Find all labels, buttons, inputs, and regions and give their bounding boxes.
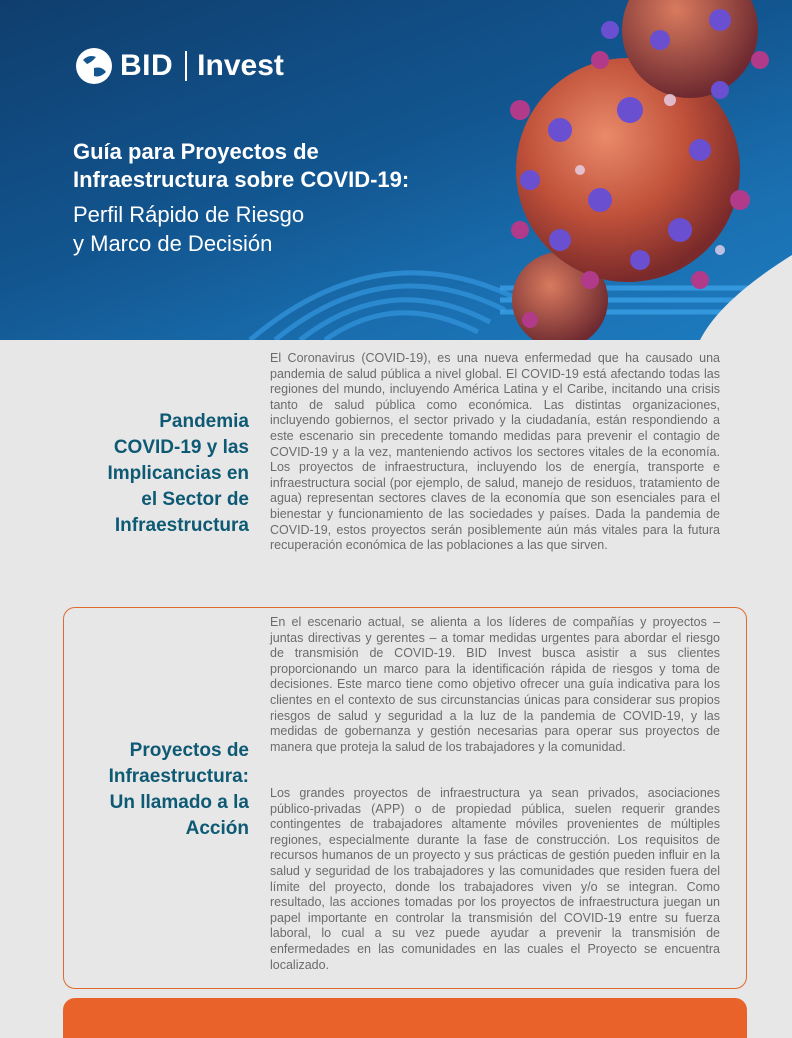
section1-heading-line: Pandemia bbox=[159, 411, 249, 432]
bid-invest-logo bbox=[74, 46, 284, 86]
section2-heading-line: Proyectos de bbox=[129, 740, 249, 761]
section1-heading-line: Infraestructura bbox=[114, 515, 249, 536]
section1-heading-line: COVID-19 y las bbox=[113, 437, 249, 458]
brand-bid: BID bbox=[120, 49, 174, 82]
section2-heading-line: Un llamado a la bbox=[109, 792, 249, 813]
section2-paragraph-1: En el escenario actual, se alienta a los líderes de compañías y proyectos – juntas directivas y gerentes – a tomar medidas urgentes para abordar el riesgo de transmisión de COVID-19. BID Invest busca asistir a sus clientes proporcionando un marco para la identificación rápida de riesgos y toma de decisiones. Este marco tiene como objetivo ofrecer una guía indicativa para los clientes en el contexto de sus circunstancias únicas para considerar sus propios riesgos de salud y seguridad a la luz de la pandemia de COVID-19, y las medidas de gobernanza y gestión necesarias para operar sus proyectos de manera que proteja la salud de los trabajadores y la comunidad. bbox=[270, 615, 720, 754]
section2-heading-line: Infraestructura: bbox=[108, 766, 249, 787]
section2-heading-line: Acción bbox=[185, 818, 249, 839]
section1-heading-line: el Sector de bbox=[141, 489, 249, 510]
globe-logo-icon bbox=[74, 46, 114, 86]
section1-body: El Coronavirus (COVID-19), es una nueva enfermedad que ha causado una pandemia de salud pública a nivel global. El COVID-19 está afectando todas las regiones del mundo, incluyendo América Latina y el Caribe, incitando una crisis tanto de salud pública como económica. Las distintas organizaciones, incluyendo gobiernos, el sector privado y la ciudadanía, están respondiendo a este escenario sin precedente tomando medidas para prevenir el contagio de COVID-19 y a la vez, manteniendo activos los sectores vitales de la economía. Los proyectos de infraestructura, incluyendo los de energía, transporte e infraestructura social (por ejemplo, de salud, manejo de residuos, tratamiento de agua) representan sectores claves de la economía que son esenciales para el bienestar y funcionamiento de las sociedades y países. Dada la pandemia de COVID-19, estos proyectos serán posiblemente aún más vitales para la futura recuperación económica de las poblaciones a las que sirven. bbox=[270, 351, 720, 553]
brand-invest: Invest bbox=[197, 49, 284, 82]
section2-paragraph-2: Los grandes proyectos de infraestructura ya sean privados, asociaciones público-privadas (APP) o de propiedad pública, suelen requerir grandes contingentes de trabajadores altamente móviles provenientes de múltiples regiones, especialmente durante la fase de construcción. Los requisitos de recursos humanos de un proyecto y sus prácticas de gestión pueden influir en la salud y seguridad de los trabajadores y las comunidades que residen fuera del límite del proyecto, donde los trabajadores viven y/o se integran. Como resultado, las acciones tomadas por los proyectos de infraestructura juegan un papel importante en controlar la transmisión del COVID-19 entre su fuerza laboral, lo cual a su vez puede ayudar a prevenir la transmisión de enfermedades en las comunidades en las cuales el Proyecto se encuentra localizado. bbox=[270, 786, 720, 972]
footer-orange-bar bbox=[63, 998, 747, 1038]
title-line-2: Infraestructura sobre COVID-19: bbox=[73, 167, 410, 192]
subtitle-line-2: y Marco de Decisión bbox=[73, 231, 273, 256]
section1-heading bbox=[60, 409, 249, 539]
section2-heading bbox=[60, 738, 249, 842]
title-line-1: Guía para Proyectos de bbox=[73, 139, 319, 164]
logo-divider bbox=[185, 51, 187, 81]
page-title bbox=[73, 138, 503, 258]
section1-heading-line: Implicancias en bbox=[107, 463, 249, 484]
subtitle-line-1: Perfil Rápido de Riesgo bbox=[73, 202, 305, 227]
hero-banner bbox=[0, 0, 792, 340]
